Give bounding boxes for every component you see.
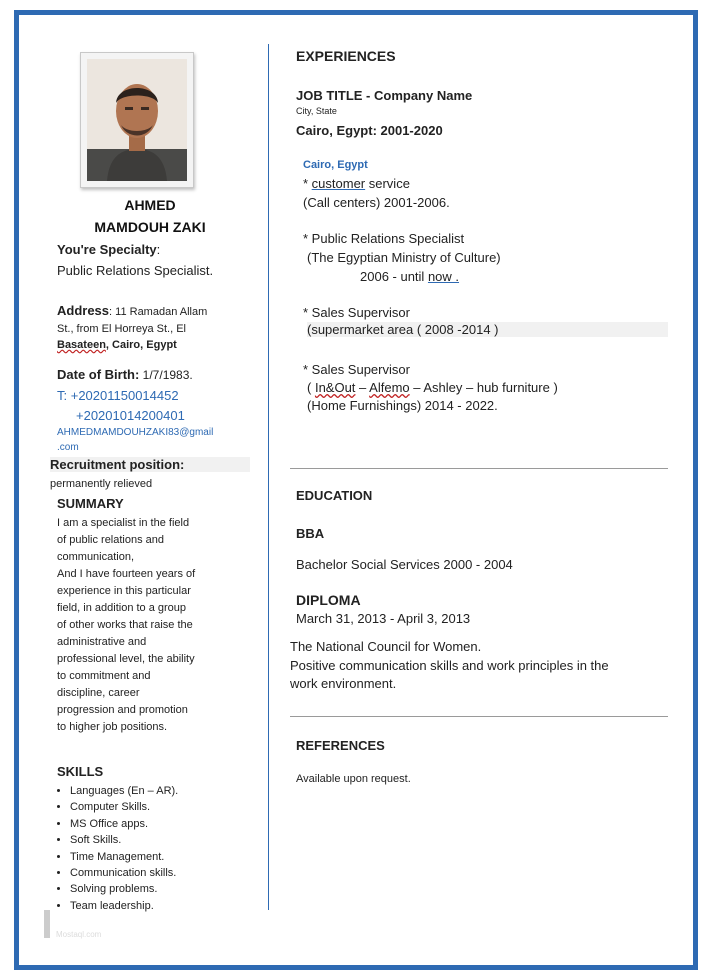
- job1-title: * customer service: [303, 176, 410, 191]
- job4-detail: ( In&Out – Alfemo – Ashley – hub furniture ): [307, 380, 558, 395]
- section-divider: [290, 716, 668, 717]
- list-item: • Team leadership.: [70, 898, 178, 914]
- address-line3: Basateen, Cairo, Egypt: [57, 339, 177, 351]
- diploma-dates: March 31, 2013 - April 3, 2013: [296, 611, 471, 626]
- education-heading: EDUCATION: [296, 488, 373, 503]
- email-line2[interactable]: .com: [57, 442, 79, 453]
- experiences-heading: EXPERIENCES: [296, 48, 396, 64]
- location-dates: Cairo, Egypt: 2001-2020: [296, 123, 443, 138]
- specialty-value: Public Relations Specialist.: [57, 263, 214, 278]
- bba-heading: BBA: [296, 526, 325, 541]
- job2-detail: (The Egyptian Ministry of Culture): [307, 250, 501, 265]
- specialty-label: You're Specialty:: [57, 242, 161, 257]
- section-divider: [290, 468, 668, 469]
- location-blue: Cairo, Egypt: [303, 159, 368, 171]
- job4-title: * Sales Supervisor: [303, 362, 410, 377]
- list-item: • Computer Skills.: [70, 799, 178, 815]
- recruitment-value: permanently relieved: [50, 478, 153, 490]
- profile-photo: [80, 52, 194, 188]
- address-line2: St., from El Horreya St., El: [57, 323, 186, 335]
- job-title-line: JOB TITLE - Company Name: [296, 88, 473, 103]
- job2-title: * Public Relations Specialist: [303, 231, 465, 246]
- diploma-org: The National Council for Women.: [290, 639, 482, 654]
- column-divider: [268, 44, 269, 910]
- list-item: • Soft Skills.: [70, 832, 178, 848]
- city-state: City, State: [296, 106, 337, 116]
- diploma-heading: DIPLOMA: [296, 592, 361, 608]
- skills-heading: SKILLS: [57, 764, 104, 779]
- list-item: • MS Office apps.: [70, 816, 178, 832]
- list-item: • Time Management.: [70, 849, 178, 865]
- email-line1[interactable]: AHMEDMAMDOUHZAKI83@gmail: [57, 427, 214, 438]
- list-item: • Languages (En – AR).: [70, 783, 178, 799]
- date-of-birth: Date of Birth: 1/7/1983.: [57, 367, 193, 382]
- phone-line2: +20201014200401: [76, 408, 185, 423]
- watermark-text: Mostaql.com: [56, 930, 102, 939]
- watermark-bar: [44, 910, 50, 938]
- summary-text: I am a specialist in the field of public relations and communication, And I have fourteen years of experience in this particular field, in addition to a group of other works that raise the administrative and professional level, the ability to commitment and discipline, career progression and promotion to higher job positions.: [57, 517, 196, 733]
- job2-dates: 2006 - until now .: [360, 269, 460, 284]
- recruitment-label: Recruitment position:: [50, 457, 250, 472]
- list-item: • Solving problems.: [70, 881, 178, 897]
- summary-heading: SUMMARY: [57, 496, 124, 511]
- name-last: MAMDOUH ZAKI: [94, 219, 206, 235]
- diploma-desc2: work environment.: [290, 676, 397, 691]
- list-item: • Communication skills.: [70, 865, 178, 881]
- bba-detail: Bachelor Social Services 2000 - 2004: [296, 557, 513, 572]
- job3-title: * Sales Supervisor: [303, 305, 410, 320]
- name-first: AHMED: [124, 197, 176, 213]
- references-text: Available upon request.: [296, 773, 411, 785]
- skills-list: [56, 783, 178, 914]
- references-heading: REFERENCES: [296, 738, 385, 753]
- diploma-desc1: Positive communication skills and work principles in the: [290, 658, 609, 673]
- job4-detail2: (Home Furnishings) 2014 - 2022.: [307, 398, 498, 413]
- job1-detail: (Call centers) 2001-2006.: [303, 195, 450, 210]
- phone-line1: T: +20201150014452: [57, 388, 179, 403]
- job3-detail: (supermarket area ( 2008 -2014 ): [307, 322, 668, 337]
- address-line1: Address: 11 Ramadan Allam: [57, 303, 208, 318]
